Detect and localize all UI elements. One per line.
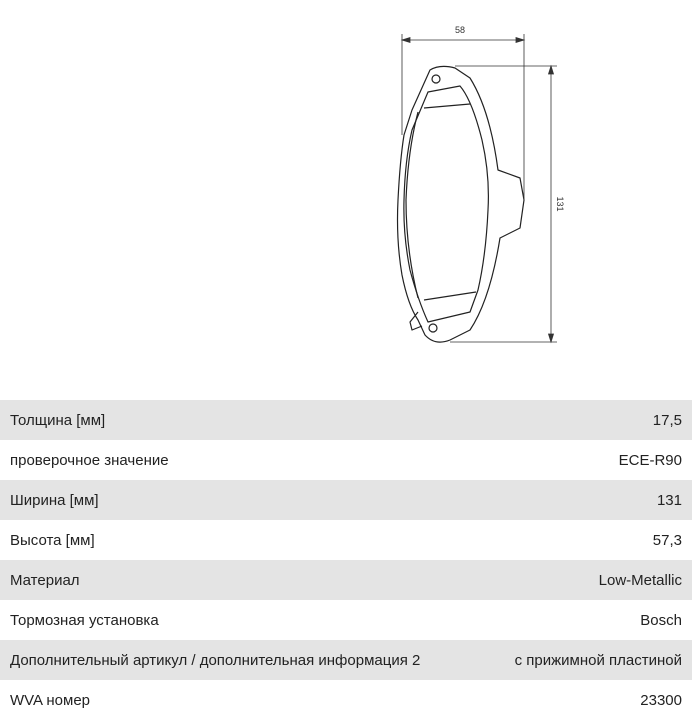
spec-row-test-value <box>0 440 692 480</box>
spec-value: Low-Metallic <box>598 571 682 589</box>
spec-value: 23300 <box>640 691 682 709</box>
spec-row-height <box>0 520 692 560</box>
spec-row-thickness <box>0 400 692 440</box>
height-arrow-top <box>549 66 554 74</box>
friction-lining-outline <box>404 86 489 322</box>
spec-row-wva-number <box>0 680 692 720</box>
width-arrow-right <box>516 38 524 43</box>
spec-value: с прижимной пластиной <box>514 651 682 669</box>
spec-label: Высота [мм] <box>10 531 95 549</box>
mounting-hole-bottom <box>429 324 437 332</box>
spec-value: 57,3 <box>652 531 682 549</box>
spec-row-brake-system <box>0 600 692 640</box>
spec-value: ECE-R90 <box>618 451 682 469</box>
spec-label: проверочное значение <box>10 451 169 469</box>
spec-label: Ширина [мм] <box>10 491 99 509</box>
height-dimension-label: 131 <box>555 196 565 212</box>
backing-plate-outline <box>398 66 525 342</box>
retaining-clip <box>410 312 422 330</box>
spec-value: 131 <box>656 491 682 509</box>
mounting-hole-top <box>432 75 440 83</box>
spec-label: Тормозная установка <box>10 611 159 629</box>
lining-inner-edge <box>406 112 418 298</box>
spec-value: Bosch <box>640 611 682 629</box>
spec-label: Толщина [мм] <box>10 411 106 429</box>
spec-label: WVA номер <box>10 691 91 709</box>
spec-row-width <box>0 480 692 520</box>
lining-top-band <box>424 104 470 108</box>
height-arrow-bottom <box>549 334 554 342</box>
spec-table <box>0 400 692 720</box>
spec-row-material <box>0 560 692 600</box>
spec-label: Материал <box>10 571 80 589</box>
lining-bottom-band <box>424 292 476 300</box>
spec-row-additional-info <box>0 640 692 680</box>
width-dimension-label: 58 <box>454 25 466 35</box>
spec-value: 17,5 <box>652 411 682 429</box>
width-arrow-left <box>402 38 410 43</box>
spec-label: Дополнительный артикул / дополнительная информация 2 <box>10 651 421 669</box>
